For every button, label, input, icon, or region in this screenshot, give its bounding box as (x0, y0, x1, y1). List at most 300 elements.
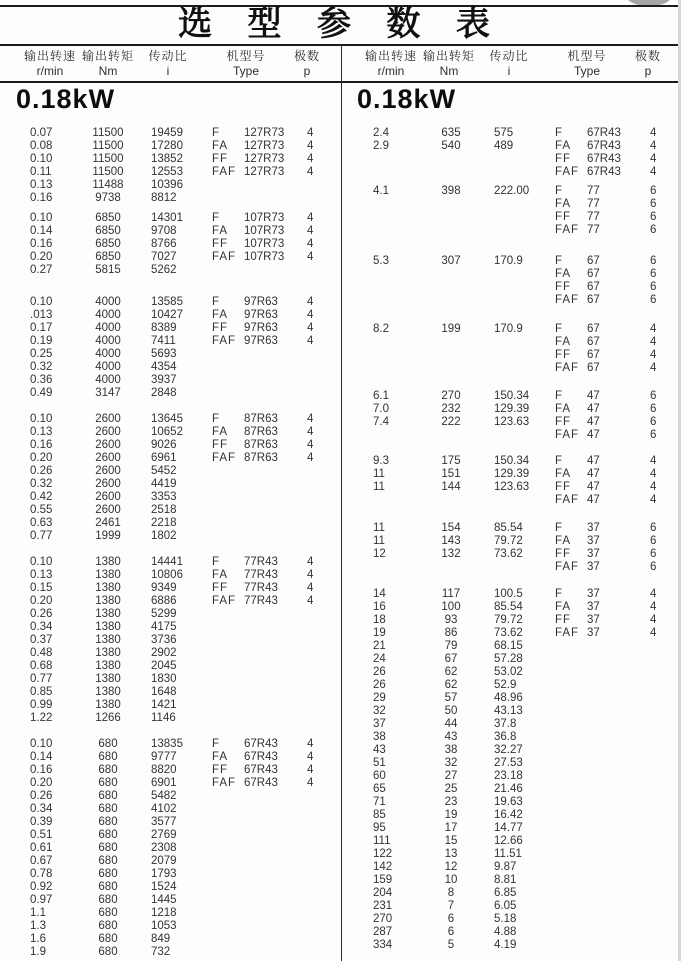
table-row (341, 362, 681, 375)
output-torque-cell: 635 (441, 127, 461, 139)
ratio-cell: 1421 (151, 699, 177, 711)
table-row (0, 296, 340, 309)
ratio-cell: 8766 (151, 238, 177, 250)
output-speed-cell: 231 (373, 900, 393, 912)
ratio-cell: 85.54 (494, 522, 523, 534)
type-prefix-cell: FF (555, 548, 572, 560)
model-cell: 67R43 (244, 738, 278, 750)
model-cell: 127R73 (244, 153, 285, 165)
output-speed-cell: 24 (373, 653, 386, 665)
output-torque-cell: 4000 (95, 348, 121, 360)
output-torque-cell: 7 (447, 900, 455, 912)
type-prefix-cell: FF (555, 281, 572, 293)
poles-cell (302, 465, 326, 478)
table-group (341, 522, 681, 574)
poles-cell: 4 (307, 556, 314, 568)
poles-cell (302, 894, 326, 907)
table-row (0, 699, 340, 712)
ratio-cell: 10396 (151, 179, 183, 191)
model-cell (587, 887, 645, 900)
type-prefix-cell (206, 699, 244, 712)
ratio-cell (481, 362, 549, 375)
ratio-cell: 11.51 (494, 848, 522, 860)
ratio-cell (481, 349, 549, 362)
poles-cell (302, 855, 326, 868)
model-cell (587, 731, 645, 744)
poles-cell: 4 (307, 569, 314, 581)
output-speed-cell: 0.36 (30, 374, 53, 386)
table-row (0, 712, 340, 725)
model-cell (587, 848, 645, 861)
type-prefix-cell (206, 517, 244, 530)
header-label: 输出转矩 (422, 49, 475, 63)
output-torque-cell: 2600 (95, 491, 121, 503)
ratio-cell: 1053 (151, 920, 177, 932)
output-speed-cell (373, 153, 421, 166)
header-output-speed (355, 49, 427, 79)
type-prefix-cell (549, 887, 587, 900)
output-speed-cell: 32 (373, 705, 386, 717)
poles-cell (302, 673, 326, 686)
model-cell: 107R73 (244, 251, 285, 263)
table-row (341, 926, 681, 939)
table-row (341, 601, 681, 614)
model-cell: 77R43 (244, 582, 278, 594)
ratio-cell: 21.46 (494, 783, 523, 795)
output-torque-cell: 11488 (92, 179, 124, 191)
poles-cell (302, 907, 326, 920)
model-cell: 127R73 (244, 166, 285, 178)
power-rating-heading: 0.18kW (357, 84, 457, 114)
type-prefix-cell (549, 666, 587, 679)
ratio-cell (481, 166, 549, 179)
table-group (341, 588, 681, 952)
model-cell: 77R43 (244, 556, 278, 568)
poles-cell (302, 192, 326, 205)
poles-cell: 6 (650, 224, 657, 236)
poles-cell: 4 (307, 595, 314, 607)
table-row (0, 322, 340, 335)
output-speed-cell: 0.10 (30, 212, 53, 224)
output-speed-cell: 0.10 (30, 153, 53, 165)
type-prefix-cell: FA (555, 468, 572, 480)
poles-cell: 4 (307, 212, 314, 224)
output-speed-cell: 0.20 (30, 251, 53, 263)
type-prefix-cell: FA (555, 198, 572, 210)
table-row (0, 348, 340, 361)
type-prefix-cell (206, 868, 244, 881)
table-row (0, 166, 340, 179)
output-torque-cell: 67 (444, 653, 458, 665)
ratio-cell: 2902 (151, 647, 177, 659)
poles-cell (302, 387, 326, 400)
table-row (0, 530, 340, 543)
output-torque-cell: 680 (98, 790, 118, 802)
header-model-type (216, 49, 276, 79)
output-torque-cell: 6850 (95, 225, 121, 237)
poles-cell: 4 (650, 153, 657, 165)
poles-cell: 6 (650, 535, 657, 547)
output-speed-cell: 0.67 (30, 855, 53, 867)
output-torque-cell: 1380 (95, 673, 121, 685)
poles-cell (645, 796, 669, 809)
output-speed-cell (373, 494, 421, 507)
output-torque-cell (421, 429, 481, 442)
output-speed-cell: 1.9 (30, 946, 46, 958)
poles-cell: 4 (307, 238, 314, 250)
type-prefix-cell (206, 660, 244, 673)
header-ratio (138, 49, 198, 79)
output-speed-cell: 0.61 (30, 842, 53, 854)
model-cell: 67R43 (587, 166, 621, 178)
poles-cell (645, 783, 669, 796)
type-prefix-cell (549, 653, 587, 666)
ratio-cell: 14.77 (494, 822, 523, 834)
table-row (0, 621, 340, 634)
ratio-cell: 6961 (151, 452, 177, 464)
model-cell: 77 (587, 211, 600, 223)
output-speed-cell: 8.2 (373, 323, 389, 335)
output-torque-cell: 143 (441, 535, 461, 547)
output-speed-cell: 0.19 (30, 335, 53, 347)
output-torque-cell (421, 281, 481, 294)
poles-cell (302, 790, 326, 803)
output-speed-cell: 37 (373, 718, 386, 730)
type-prefix-cell: FAF (555, 362, 580, 374)
table-row (0, 212, 340, 225)
type-prefix-cell (206, 686, 244, 699)
header-label: 传动比 (489, 49, 529, 63)
header-label: 极数 (634, 49, 661, 63)
header-label: 机型号 (226, 49, 266, 63)
model-cell (587, 835, 645, 848)
type-prefix-cell: FF (212, 322, 229, 334)
output-speed-cell: 1.6 (30, 933, 46, 945)
ratio-cell: 2045 (151, 660, 177, 672)
output-speed-cell: 9.3 (373, 455, 389, 467)
poles-cell: 6 (650, 403, 657, 415)
ratio-cell: 32.27 (494, 744, 523, 756)
output-torque-cell (421, 349, 481, 362)
poles-cell (302, 829, 326, 842)
page-title: 选 型 参 数 表 (178, 5, 503, 43)
table-row (341, 809, 681, 822)
table-row (0, 225, 340, 238)
type-prefix-cell: F (212, 556, 221, 568)
type-prefix-cell (206, 491, 244, 504)
output-speed-cell: 60 (373, 770, 386, 782)
table-row (341, 198, 681, 211)
header-unit: Type (232, 64, 259, 78)
model-cell (244, 374, 302, 387)
output-torque-cell: 540 (441, 140, 461, 152)
ratio-cell: 57.28 (494, 653, 523, 665)
output-torque-cell (421, 294, 481, 307)
output-torque-cell (421, 268, 481, 281)
type-prefix-cell (549, 874, 587, 887)
output-torque-cell: 4000 (95, 322, 121, 334)
output-speed-cell: 204 (373, 887, 393, 899)
model-cell (244, 660, 302, 673)
model-cell (244, 608, 302, 621)
ratio-cell: 19.63 (494, 796, 523, 808)
ratio-cell (481, 494, 549, 507)
output-torque-cell: 38 (444, 744, 458, 756)
table-group (0, 127, 340, 205)
table-row (0, 686, 340, 699)
table-row (0, 439, 340, 452)
poles-cell: 6 (650, 268, 657, 280)
ratio-cell: 4175 (151, 621, 177, 633)
table-row (341, 429, 681, 442)
table-row (0, 829, 340, 842)
table-row (341, 835, 681, 848)
output-speed-cell: 11 (373, 481, 385, 493)
output-torque-cell: 680 (98, 751, 118, 763)
output-speed-cell: 4.1 (373, 185, 389, 197)
poles-cell: 6 (650, 294, 657, 306)
model-cell: 67R43 (587, 127, 621, 139)
poles-cell: 4 (650, 627, 657, 639)
output-torque-cell: 117 (441, 588, 461, 600)
model-cell (244, 387, 302, 400)
ratio-cell (481, 198, 549, 211)
output-speed-cell: 11 (373, 535, 385, 547)
output-torque-cell (421, 561, 481, 574)
output-speed-cell: 12 (373, 548, 386, 560)
output-torque-cell: 11500 (92, 127, 124, 139)
type-prefix-cell (206, 920, 244, 933)
model-cell: 47 (587, 416, 600, 428)
output-speed-cell: 111 (373, 835, 391, 847)
output-speed-cell: 0.13 (30, 426, 53, 438)
poles-cell: 6 (650, 561, 657, 573)
ratio-cell: 1648 (151, 686, 177, 698)
type-prefix-cell: F (555, 255, 564, 267)
ratio-cell: 2848 (151, 387, 177, 399)
ratio-cell: 170.9 (494, 323, 523, 335)
type-prefix-cell: F (212, 738, 221, 750)
model-cell: 37 (587, 561, 600, 573)
ratio-cell: 123.63 (494, 416, 530, 428)
model-cell: 37 (587, 588, 600, 600)
ratio-cell: 3736 (151, 634, 177, 646)
type-prefix-cell: FF (212, 238, 229, 250)
poles-cell: 4 (307, 439, 314, 451)
type-prefix-cell (549, 809, 587, 822)
output-speed-cell: 0.10 (30, 556, 53, 568)
type-prefix-cell: FAF (212, 166, 237, 178)
table-row (0, 556, 340, 569)
type-prefix-cell: FF (555, 211, 572, 223)
output-speed-cell: 0.32 (30, 478, 53, 490)
table-row (341, 640, 681, 653)
poles-cell (302, 530, 326, 543)
model-cell: 67R43 (244, 777, 278, 789)
type-prefix-cell: FF (212, 153, 229, 165)
ratio-cell: 9777 (151, 751, 177, 763)
ratio-cell: 17280 (151, 140, 183, 152)
ratio-cell: 1218 (151, 907, 177, 919)
ratio-cell: 2079 (151, 855, 177, 867)
model-cell (587, 640, 645, 653)
table-row (0, 894, 340, 907)
poles-cell: 4 (307, 153, 314, 165)
table-group (0, 413, 340, 543)
table-row (0, 309, 340, 322)
output-torque-cell: 680 (98, 764, 118, 776)
model-cell (587, 796, 645, 809)
output-speed-cell: 0.32 (30, 361, 53, 373)
output-torque-cell: 10 (444, 874, 458, 886)
output-torque-cell: 6850 (95, 238, 121, 250)
output-speed-cell: 334 (373, 939, 393, 951)
output-speed-cell: 5.3 (373, 255, 389, 267)
poles-cell: 4 (307, 452, 314, 464)
poles-cell (302, 933, 326, 946)
poles-cell (645, 874, 669, 887)
ratio-cell: 489 (494, 140, 514, 152)
poles-cell: 4 (650, 166, 657, 178)
model-cell: 47 (587, 390, 600, 402)
header-poles (287, 49, 327, 79)
output-speed-cell: 0.17 (30, 322, 53, 334)
table-row (0, 946, 340, 959)
table-row (341, 627, 681, 640)
table-group (341, 390, 681, 442)
output-speed-cell: 0.25 (30, 348, 53, 360)
ratio-cell: 79.72 (494, 535, 523, 547)
model-cell (587, 770, 645, 783)
poles-cell: 6 (650, 255, 657, 267)
type-prefix-cell (206, 855, 244, 868)
model-cell: 97R63 (244, 296, 278, 308)
poles-cell: 4 (650, 323, 657, 335)
output-speed-cell: 1.1 (30, 907, 46, 919)
type-prefix-cell (206, 907, 244, 920)
table-row (341, 731, 681, 744)
ratio-cell: 1793 (151, 868, 177, 880)
ratio-cell: 2518 (151, 504, 177, 516)
output-torque-cell: 2600 (95, 439, 121, 451)
output-speed-cell: 0.51 (30, 829, 53, 841)
table-row (341, 757, 681, 770)
model-cell: 97R63 (244, 322, 278, 334)
output-speed-cell: 0.16 (30, 192, 53, 204)
poles-cell (302, 816, 326, 829)
output-torque-cell: 4000 (95, 361, 121, 373)
output-speed-cell: 38 (373, 731, 386, 743)
model-cell: 107R73 (244, 225, 285, 237)
type-prefix-cell (206, 504, 244, 517)
header-label: 输出转矩 (81, 49, 134, 63)
output-torque-cell (421, 166, 481, 179)
model-cell (587, 939, 645, 952)
ratio-cell: 849 (151, 933, 171, 945)
output-torque-cell: 1999 (95, 530, 121, 542)
table-row (341, 336, 681, 349)
output-torque-cell: 2600 (95, 452, 121, 464)
model-cell: 67 (587, 336, 600, 348)
poles-cell: 4 (307, 140, 314, 152)
table-row (341, 744, 681, 757)
header-ratio (479, 49, 539, 79)
output-speed-cell: 11 (373, 468, 385, 480)
type-prefix-cell: FF (555, 349, 572, 361)
header-output-speed (14, 49, 86, 79)
model-cell (587, 783, 645, 796)
table-row (341, 614, 681, 627)
table-row (0, 777, 340, 790)
ratio-cell: 23.18 (494, 770, 523, 782)
ratio-cell: 10806 (151, 569, 183, 581)
output-speed-cell: 2.9 (373, 140, 389, 152)
model-cell: 107R73 (244, 212, 285, 224)
model-cell: 67R43 (244, 751, 278, 763)
ratio-cell: 8.81 (494, 874, 517, 886)
ratio-cell: 1445 (151, 894, 177, 906)
model-cell: 127R73 (244, 140, 285, 152)
output-speed-cell (373, 224, 421, 237)
model-cell (587, 913, 645, 926)
model-cell: 67R43 (244, 764, 278, 776)
ratio-cell: 123.63 (494, 481, 530, 493)
table-row (341, 281, 681, 294)
output-torque-cell: 680 (98, 920, 118, 932)
model-cell (587, 809, 645, 822)
output-torque-cell: 680 (98, 881, 118, 893)
output-speed-cell: 85 (373, 809, 386, 821)
type-prefix-cell (549, 848, 587, 861)
ratio-cell: 14301 (151, 212, 183, 224)
poles-cell (302, 264, 326, 277)
ratio-cell (481, 153, 549, 166)
type-prefix-cell (549, 718, 587, 731)
ratio-cell: 2769 (151, 829, 177, 841)
output-speed-cell: 95 (373, 822, 386, 834)
ratio-cell: 9708 (151, 225, 177, 237)
ratio-cell (481, 211, 549, 224)
poles-cell: 6 (650, 185, 657, 197)
output-torque-cell: 1380 (95, 660, 121, 672)
output-torque-cell: 25 (444, 783, 458, 795)
poles-cell (645, 770, 669, 783)
table-row (341, 323, 681, 336)
poles-cell: 4 (307, 296, 314, 308)
model-cell (587, 666, 645, 679)
poles-cell: 4 (650, 140, 657, 152)
output-speed-cell: 51 (373, 757, 386, 769)
table-row (341, 939, 681, 952)
table-row (0, 881, 340, 894)
ratio-cell (481, 429, 549, 442)
poles-cell: 4 (650, 481, 657, 493)
output-speed-cell: 0.49 (30, 387, 53, 399)
model-cell: 67 (587, 294, 600, 306)
poles-cell: 6 (650, 281, 657, 293)
output-torque-cell: 680 (98, 738, 118, 750)
output-speed-cell: 0.48 (30, 647, 53, 659)
ratio-cell: 2308 (151, 842, 177, 854)
type-prefix-cell (549, 640, 587, 653)
output-torque-cell (421, 494, 481, 507)
output-torque-cell: 4000 (95, 309, 121, 321)
output-torque-cell: 680 (98, 803, 118, 815)
header-output-torque (419, 49, 479, 79)
ratio-cell: 4102 (151, 803, 177, 815)
output-speed-cell: 0.85 (30, 686, 53, 698)
poles-cell (302, 660, 326, 673)
